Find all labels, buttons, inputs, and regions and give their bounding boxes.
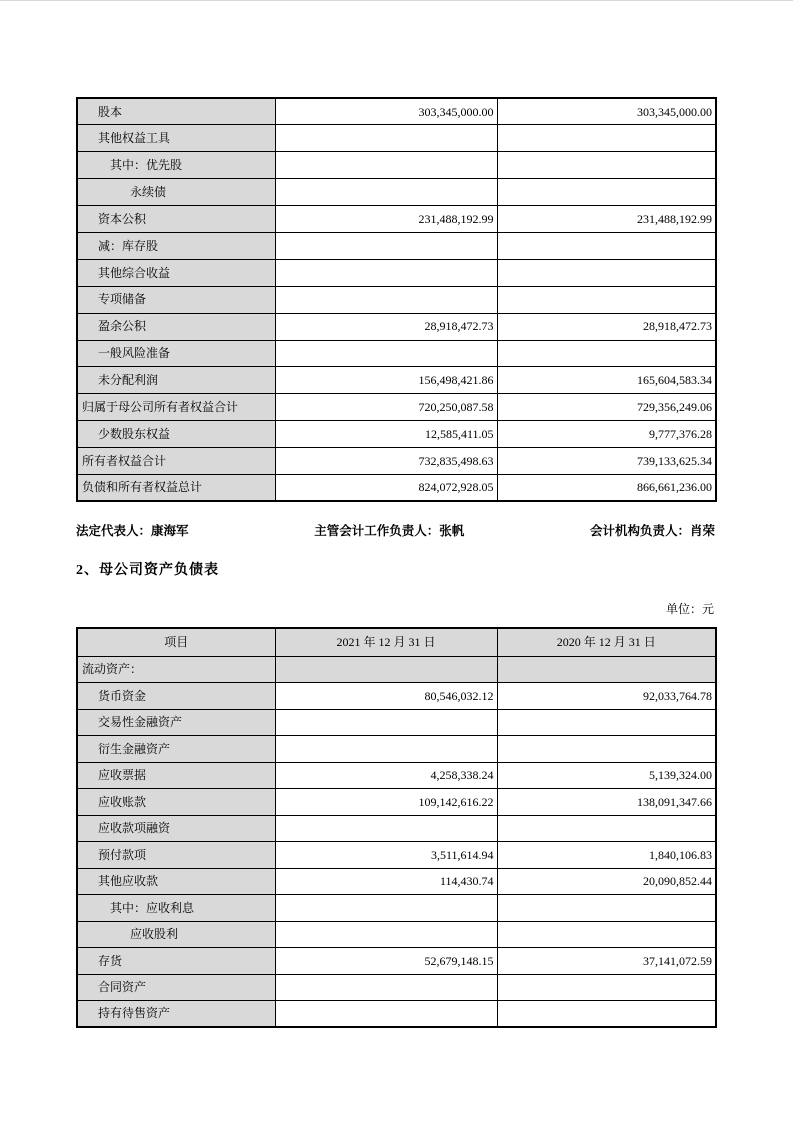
value-col2-cell: 1,840,106.83	[497, 842, 716, 869]
row-label-cell: 流动资产：	[77, 656, 275, 683]
value-col2-cell: 28,918,472.73	[497, 313, 716, 340]
value-col2-cell	[497, 286, 716, 313]
value-col1-cell	[275, 921, 497, 948]
row-label-cell: 归属于母公司所有者权益合计	[77, 394, 275, 421]
table-row	[77, 656, 716, 683]
value-col2-cell	[497, 340, 716, 367]
row-label-cell: 衍生金融资产	[77, 736, 275, 763]
value-col2-cell: 37,141,072.59	[497, 948, 716, 975]
value-col2-cell	[497, 895, 716, 922]
value-col1-cell	[275, 656, 497, 683]
table-row	[77, 340, 716, 367]
value-col2-cell	[497, 232, 716, 259]
value-col1-cell	[275, 709, 497, 736]
row-label-cell: 货币资金	[77, 683, 275, 710]
value-col1-cell: 109,142,616.22	[275, 789, 497, 816]
value-col1-cell: 12,585,411.05	[275, 421, 497, 448]
value-col1-cell: 231,488,192.99	[275, 206, 497, 233]
row-label-cell: 减：库存股	[77, 232, 275, 259]
row-label-cell: 应收款项融资	[77, 815, 275, 842]
value-col1-cell: 28,918,472.73	[275, 313, 497, 340]
value-col2-cell: 20,090,852.44	[497, 868, 716, 895]
row-label-cell: 预付款项	[77, 842, 275, 869]
value-col1-cell	[275, 815, 497, 842]
value-col2-cell	[497, 815, 716, 842]
table-row	[77, 206, 716, 233]
table-row	[77, 762, 716, 789]
value-col1-cell: 3,511,614.94	[275, 842, 497, 869]
table-row	[77, 895, 716, 922]
row-label-cell: 股本	[77, 98, 275, 125]
legal-representative-text: 法定代表人：康海军	[76, 524, 189, 538]
row-label-cell: 负债和所有者权益总计	[77, 474, 275, 501]
row-label-cell: 资本公积	[77, 206, 275, 233]
row-label-cell: 专项储备	[77, 286, 275, 313]
table-row	[77, 789, 716, 816]
value-col2-cell: 165,604,583.34	[497, 367, 716, 394]
table-row	[77, 709, 716, 736]
table-row	[77, 232, 716, 259]
table-row	[77, 948, 716, 975]
value-col2-cell: 866,661,236.00	[497, 474, 716, 501]
row-label-cell: 交易性金融资产	[77, 709, 275, 736]
row-label-cell: 其他权益工具	[77, 125, 275, 152]
value-col1-cell: 114,430.74	[275, 868, 497, 895]
value-col2-cell: 231,488,192.99	[497, 206, 716, 233]
equity-section-table	[76, 97, 717, 502]
row-label-cell: 所有者权益合计	[77, 448, 275, 475]
value-col2-cell	[497, 1001, 716, 1028]
value-col2-cell	[497, 709, 716, 736]
value-col1-cell	[275, 736, 497, 763]
table-row	[77, 98, 716, 125]
row-label-cell: 其中：应收利息	[77, 895, 275, 922]
row-label-cell: 其中：优先股	[77, 152, 275, 179]
balance-sheet-header	[77, 628, 716, 656]
value-col1-cell: 4,258,338.24	[275, 762, 497, 789]
value-col1-cell	[275, 232, 497, 259]
table-row	[77, 313, 716, 340]
table-row	[77, 394, 716, 421]
row-label-cell: 未分配利润	[77, 367, 275, 394]
value-col2-cell: 9,777,376.28	[497, 421, 716, 448]
row-label-cell: 应收票据	[77, 762, 275, 789]
value-col1-cell: 156,498,421.86	[275, 367, 497, 394]
value-col2-cell: 739,133,625.34	[497, 448, 716, 475]
signatures-row	[76, 521, 715, 539]
table-row	[77, 179, 716, 206]
table-row	[77, 259, 716, 286]
value-col1-cell: 52,679,148.15	[275, 948, 497, 975]
table-row	[77, 815, 716, 842]
table-row	[77, 421, 716, 448]
value-col2-cell: 5,139,324.00	[497, 762, 716, 789]
row-label-cell: 永续债	[77, 179, 275, 206]
header-row	[77, 628, 716, 656]
parent-company-balance-sheet-table	[76, 627, 717, 1028]
value-col2-cell: 138,091,347.66	[497, 789, 716, 816]
row-label-cell: 持有待售资产	[77, 1001, 275, 1028]
header-2020-cell: 2020 年 12 月 31 日	[497, 628, 716, 656]
header-item-cell: 项目	[77, 628, 275, 656]
row-label-cell: 应收股利	[77, 921, 275, 948]
header-2021-cell: 2021 年 12 月 31 日	[275, 628, 497, 656]
value-col2-cell	[497, 259, 716, 286]
unit-label: 单位：元	[665, 602, 714, 616]
value-col1-cell	[275, 179, 497, 206]
value-col2-cell	[497, 974, 716, 1001]
value-col2-cell: 92,033,764.78	[497, 683, 716, 710]
row-label-cell: 存货	[77, 948, 275, 975]
section-heading: 2、母公司资产负债表	[76, 563, 219, 578]
value-col1-cell	[275, 974, 497, 1001]
table-row	[77, 152, 716, 179]
table-row	[77, 921, 716, 948]
accounting-head-text: 会计机构负责人：肖荣	[589, 524, 715, 538]
value-col2-cell	[497, 179, 716, 206]
value-col1-cell: 824,072,928.05	[275, 474, 497, 501]
value-col1-cell	[275, 895, 497, 922]
equity-table-body	[77, 98, 716, 501]
row-label-cell: 少数股东权益	[77, 421, 275, 448]
table-row	[77, 842, 716, 869]
value-col1-cell	[275, 152, 497, 179]
table-row	[77, 286, 716, 313]
value-col2-cell	[497, 921, 716, 948]
value-col1-cell	[275, 340, 497, 367]
value-col2-cell: 729,356,249.06	[497, 394, 716, 421]
value-col2-cell	[497, 125, 716, 152]
table-row	[77, 125, 716, 152]
value-col1-cell	[275, 1001, 497, 1028]
value-col2-cell	[497, 736, 716, 763]
value-col1-cell	[275, 286, 497, 313]
balance-sheet-body	[77, 656, 716, 1027]
row-label-cell: 盈余公积	[77, 313, 275, 340]
value-col1-cell: 303,345,000.00	[275, 98, 497, 125]
row-label-cell: 应收账款	[77, 789, 275, 816]
table-row	[77, 474, 716, 501]
value-col1-cell: 720,250,087.58	[275, 394, 497, 421]
value-col2-cell	[497, 152, 716, 179]
table-row	[77, 736, 716, 763]
row-label-cell: 一般风险准备	[77, 340, 275, 367]
row-label-cell: 合同资产	[77, 974, 275, 1001]
value-col1-cell: 732,835,498.63	[275, 448, 497, 475]
chief-accounting-officer-text: 主管会计工作负责人：张帆	[314, 524, 465, 538]
table-row	[77, 448, 716, 475]
value-col1-cell	[275, 259, 497, 286]
row-label-cell: 其他应收款	[77, 868, 275, 895]
value-col1-cell	[275, 125, 497, 152]
table-row	[77, 367, 716, 394]
table-row	[77, 683, 716, 710]
table-row	[77, 868, 716, 895]
value-col2-cell	[497, 656, 716, 683]
value-col2-cell: 303,345,000.00	[497, 98, 716, 125]
table-row	[77, 1001, 716, 1028]
value-col1-cell: 80,546,032.12	[275, 683, 497, 710]
row-label-cell: 其他综合收益	[77, 259, 275, 286]
table-row	[77, 974, 716, 1001]
